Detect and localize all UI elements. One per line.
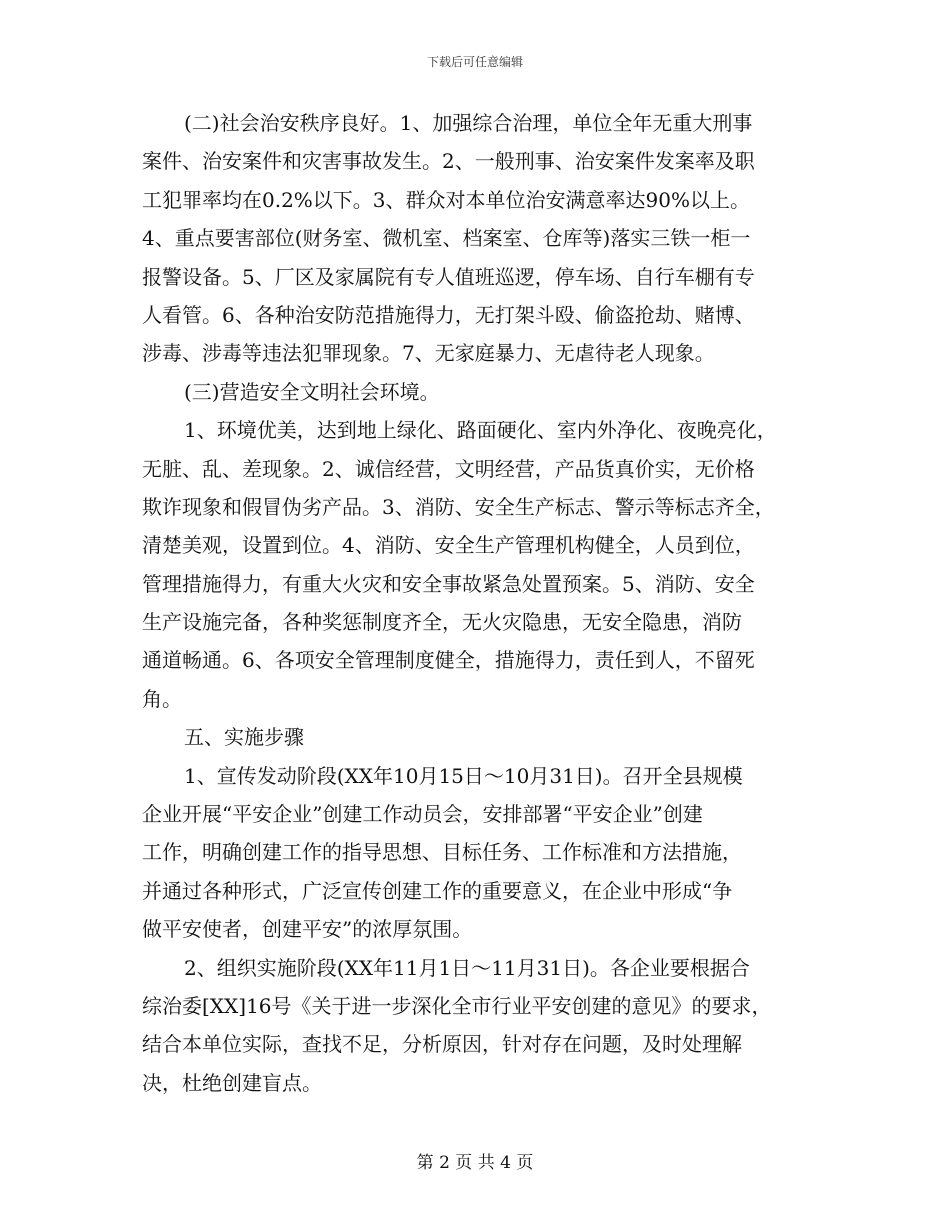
page-footer: 第 2 页 共 4 页 [416,1153,534,1173]
text-line: 并通过各种形式，广泛宣传创建工作的重要意义，在企业中形成“争 [142,878,733,903]
text-line: 欺诈现象和假冒伪劣产品。3、消防、安全生产标志、警示等标志齐全， [142,494,775,519]
text-line: 1、宣传发动阶段(XX年10月15日～10月31日)。召开全县规模 [184,763,743,788]
text-line: 企业开展“平安企业”创建工作动员会，安排部署“平安企业”创建 [142,802,703,827]
text-line: 角。 [142,686,182,711]
text-line: 清楚美观，设置到位。4、消防、安全生产管理机构健全，人员到位， [142,533,755,558]
text-line: 人看管。6、各种治安防范措施得力，无打架斗殴、偷盗抢劫、赌博、 [142,302,755,327]
text-line: (二)社会治安秩序良好。1、加强综合治理，单位全年无重大刑事 [184,111,753,135]
text-line: 2、组织实施阶段(XX年11月1日～11月31日)。各企业要根据合 [184,955,750,980]
text-line: 决，杜绝创建盲点。 [142,1070,322,1095]
text-line: 案件、治安案件和灾害事故发生。2、一般刑事、治安案件发案率及职 [142,149,755,174]
text-line: 结合本单位实际，查找不足，分析原因，针对存在问题，及时处理解 [142,1032,742,1057]
text-line: 管理措施得力，有重大火灾和安全事故紧急处置预案。5、消防、安全 [142,571,755,596]
document-body [142,108,822,1106]
text-line: 涉毒、涉毒等违法犯罪现象。7、无家庭暴力、无虐待老人现象。 [142,341,715,366]
text-line: 五、实施步骤 [184,725,304,750]
text-line: (三)营造安全文明社会环境。 [184,379,440,404]
text-line: 4、重点要害部位(财务室、微机室、档案室、仓库等)落实三铁一柜一 [142,226,751,251]
text-line: 综治委[XX]16号《关于进一步深化全市行业平安创建的意见》的要求， [142,993,772,1018]
text-line: 做平安使者，创建平安”的浓厚氛围。 [142,917,473,942]
text-line: 通道畅通。6、各项安全管理制度健全，措施得力，责任到人，不留死 [142,648,755,673]
text-line: 报警设备。5、厂区及家属院有专人值班巡逻，停车场、自行车棚有专 [142,264,755,289]
text-line: 生产设施完备，各种奖惩制度齐全，无火灾隐患，无安全隐患，消防 [142,610,742,635]
text-line: 工作，明确创建工作的指导思想、目标任务、工作标准和方法措施， [142,840,742,865]
text-line: 工犯罪率均在0.2%以下。3、群众对本单位治安满意率达90%以上。 [142,187,750,212]
page-header: 下载后可任意编辑 [426,55,523,69]
text-line: 1、环境优美，达到地上绿化、路面硬化、室内外净化、夜晚亮化， [184,418,777,443]
text-line: 无脏、乱、差现象。2、诚信经营，文明经营，产品货真价实，无价格 [142,456,755,481]
